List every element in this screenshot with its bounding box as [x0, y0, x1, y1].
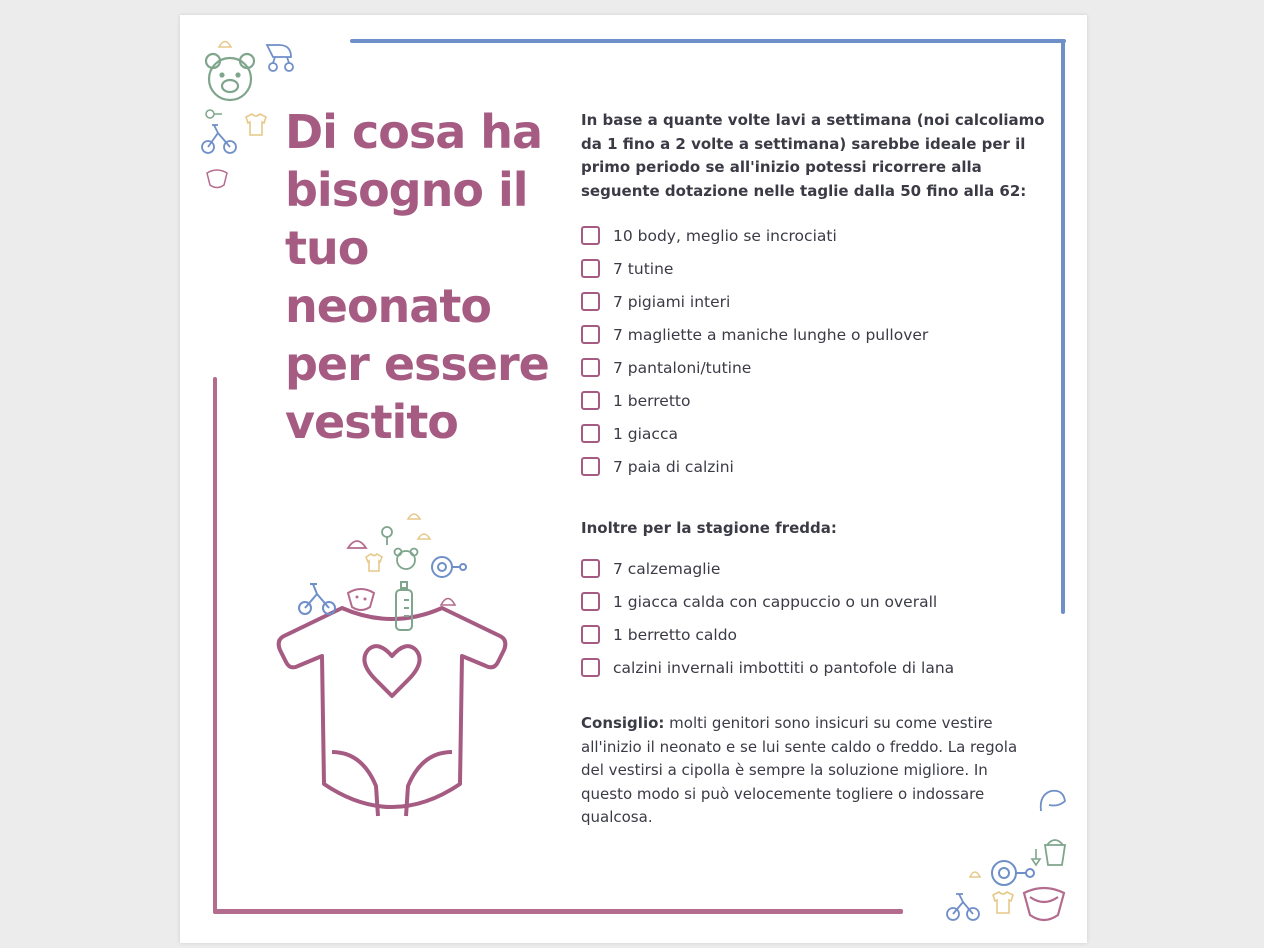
checklist-item[interactable] — [581, 450, 928, 483]
toy-icon — [405, 507, 423, 523]
frame-right-border — [1061, 39, 1065, 614]
frame-top-border — [350, 39, 1066, 43]
bodysuit-small-icon — [990, 889, 1016, 917]
checklist-item-label: 7 magliette a maniche lunghe o pullover — [613, 325, 929, 344]
cold-season-heading: Inoltre per la stagione fredda: — [581, 519, 837, 537]
checkbox[interactable] — [581, 292, 600, 311]
toy-icon — [216, 35, 234, 51]
frame-bottom-border — [213, 909, 903, 914]
tip-label: Consiglio: — [581, 714, 665, 732]
teddy-bear-icon — [393, 547, 419, 571]
checklist-item[interactable] — [581, 219, 928, 252]
diaper-icon — [345, 585, 377, 615]
teddy-bear-icon — [202, 51, 258, 103]
tip-paragraph — [581, 712, 1021, 830]
pacifier-icon — [430, 554, 468, 580]
checkbox[interactable] — [581, 226, 600, 245]
checklist-item[interactable] — [581, 585, 954, 618]
diaper-small-icon — [204, 167, 230, 191]
checkbox[interactable] — [581, 625, 600, 644]
toy-icon — [345, 532, 369, 552]
checklist-item-label: 7 pigiami interi — [613, 292, 731, 311]
checklist-item-label: 1 giacca — [613, 424, 678, 443]
checkbox[interactable] — [581, 424, 600, 443]
checklist-item[interactable] — [581, 285, 928, 318]
checklist-item[interactable] — [581, 417, 928, 450]
toy-icon — [438, 590, 458, 610]
checklist-item[interactable] — [581, 252, 928, 285]
checklist-item-label: 10 body, meglio se incrociati — [613, 226, 837, 245]
checkbox[interactable] — [581, 259, 600, 278]
checklist-item-label: 7 calzemaglie — [613, 559, 721, 578]
baby-bottle-icon — [393, 580, 415, 632]
checklist-item[interactable] — [581, 552, 954, 585]
checklist-page — [180, 15, 1087, 943]
checkbox[interactable] — [581, 559, 600, 578]
checklist-item-label: 7 pantaloni/tutine — [613, 358, 752, 377]
clothing-checklist — [581, 219, 928, 483]
toy-icon — [968, 865, 982, 881]
toy-icon — [1035, 785, 1069, 817]
checklist-item[interactable] — [581, 318, 928, 351]
checklist-item[interactable] — [581, 618, 954, 651]
intro-text: In base a quante volte lavi a settimana (noi calcoliamo da 1 fino a 2 volte a settimana) sarebbe ideale per il primo periodo se all'inizio potessi ricorrere alla seguente dotazione nelle taglie dalla 50 fino alla 62: — [581, 111, 1045, 200]
checkbox[interactable] — [581, 358, 600, 377]
bottle-small-icon — [205, 107, 223, 121]
tricycle-icon — [297, 580, 337, 618]
bodysuit-icon — [242, 111, 270, 139]
toy-icon — [416, 528, 432, 542]
frame-left-border — [213, 377, 217, 913]
checklist-item-label: 1 giacca calda con cappuccio o un overall — [613, 592, 938, 611]
tip-text: molti genitori sono insicuri su come vestire all'inizio il neonato e se lui sente caldo o freddo. La regola del vestirsi a cipolla è sempre la soluzione migliore. In questo modo si può velocemente togliere o indossare qualcosa. — [581, 714, 1018, 826]
bodysuit-small-icon — [363, 552, 385, 574]
cold-season-checklist — [581, 552, 954, 684]
checkbox[interactable] — [581, 457, 600, 476]
checklist-item[interactable] — [581, 351, 928, 384]
checkbox[interactable] — [581, 658, 600, 677]
checklist-item-label: 1 berretto — [613, 391, 691, 410]
checklist-item-label: 7 tutine — [613, 259, 674, 278]
checklist-item-label: calzini invernali imbottiti o pantofole di lana — [613, 658, 955, 677]
bucket-icon — [1040, 835, 1070, 867]
checklist-item-label: 1 berretto caldo — [613, 625, 738, 644]
checklist-item[interactable] — [581, 651, 954, 684]
diaper-icon — [1020, 883, 1068, 925]
rattle-icon — [378, 525, 396, 547]
stroller-icon — [263, 41, 297, 73]
checkbox[interactable] — [581, 592, 600, 611]
page-title: Di cosa ha bisogno il tuo neonato per essere vestito — [285, 105, 549, 449]
checklist-item[interactable] — [581, 384, 928, 417]
tricycle-icon — [200, 121, 238, 155]
checklist-item-label: 7 paia di calzini — [613, 457, 734, 476]
checkbox[interactable] — [581, 391, 600, 410]
checkbox[interactable] — [581, 325, 600, 344]
tricycle-icon — [945, 890, 981, 922]
